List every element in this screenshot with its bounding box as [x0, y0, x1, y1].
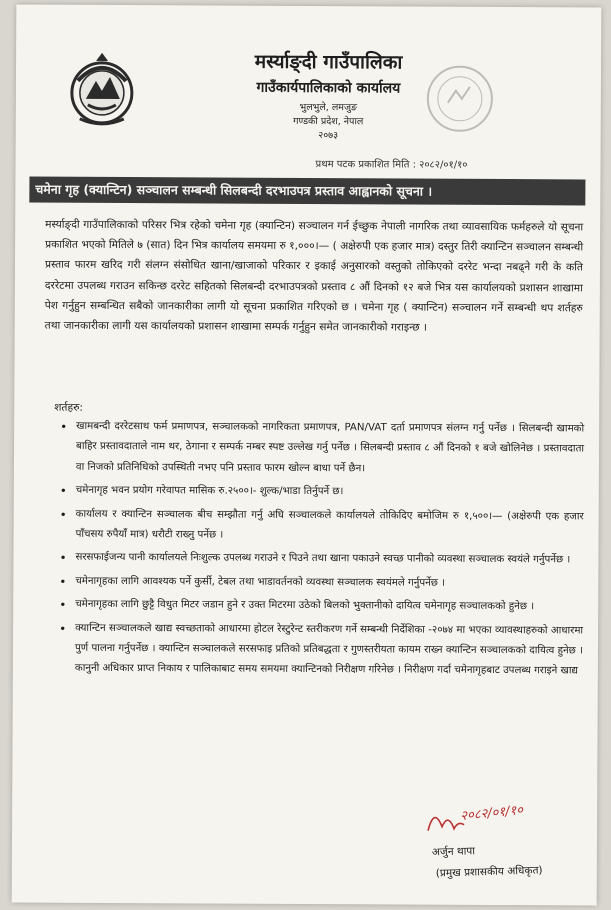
condition-item: • क्यान्टिन सञ्चालकले खाद्य स्वच्छताको आधारमा होटल रेस्टुरेन्ट स्तरीकरण गर्ने सम्बन्धी निर्देशिका -२०७४ मा भएका व्यावस्थाहरुको आधारमा पुर्ण पालना गर्नुपर्नेछ । क्यान्टिन सञ्चालकले सरसफाइ प्रतिको प्रतिबद्धता र गुणस्तरीयता कायम राख्न क्यान्टिन सञ्चालकको दायित्व हुनेछ । कानुनी अधिकार प्राप्त निकाय र पालिकाबाट समय समयमा क्यान्टिनको निरीक्षण गरिनेछ । निरीक्षण गर्दा चमेनागृहबाट उपलब्ध गराइने खाद्य: [75, 618, 583, 682]
office-name: गाउँकार्यपालिकाको कार्यालय: [256, 79, 401, 97]
municipality-name: मर्स्याङ्दी गाउँपालिका: [254, 50, 403, 74]
office-location: भुलभुले, लमजुङ: [299, 101, 358, 114]
condition-item: • चमेनागृहका लागि आवश्यक पर्ने कुर्सी, टेबल तथा भाडावर्तनको व्यवस्था सञ्चालक स्वयंमले गर्नुपर्नेछ ।: [75, 572, 583, 595]
condition-item: • चमेनागृह भवन प्रयोग गरेवापत मासिक रु.२५००।- शुल्क/भाडा तिर्नुपर्ने छ।: [76, 481, 584, 504]
condition-item: • चमेनागृहका लागि छुट्टै विधुत मिटर जडान हुने र उक्त मिटरमा उठेको बिलको भुक्तानीको दायित्व चमेनागृह सञ्चालकको हुनेछ ।: [75, 595, 583, 618]
notice-document: [12, 4, 602, 905]
signature-date: २०८२/०१/१०: [459, 802, 524, 825]
signatory-name: अर्जुन थापा: [431, 845, 476, 859]
condition-item: • सरसफाईजन्य पानी कार्यालयले निःशुल्क उपलब्ध गराउने र पिउने तथा खाना पकाउने स्वच्छ पानीको व्यवस्था सञ्चालक स्वयंले गर्नुपर्नेछ ।: [75, 548, 583, 571]
conditions-list: [75, 417, 584, 686]
conditions-heading: शर्तहरु:: [54, 401, 84, 414]
signatory-title: (प्रमुख प्रशासकीय अधिकृत): [435, 864, 543, 880]
published-date: प्रथम पटक प्रकाशित मिति : २०८२/०१/१०: [315, 159, 468, 171]
establishment-year: २०७३: [318, 130, 339, 142]
office-province: गण्डकी प्रदेश, नेपाल: [293, 115, 364, 128]
condition-item: • कार्यालय र क्यान्टिन सञ्चालक बीच सम्झौता गर्नु अघि सञ्चालकले कार्यालयले तोकिदिए बमोजिम रु १,५००।— (अक्षेरुपी एक हजार पाँचसय रुपैयाँ मात्र) धरौटी राख्नु पर्नेछ ।: [76, 504, 584, 547]
notice-title: चमेना गृह (क्यान्टिन) सञ्चालन सम्बन्धी सिलबन्दी दरभाउपत्र प्रस्ताव आह्वानको सूचना ।: [29, 177, 585, 206]
intro-paragraph: मर्स्याङ्दी गाउँपालिकाको परिसर भित्र रहेको चमेना गृह (क्यान्टिन) सञ्चालन गर्न ईच्छुक नेपाली नागरिक तथा व्यावसायिक फर्महरुले यो सूचना प्रकाशित भएको मितिले ७ (सात) दिन भित्र कार्यालय समयमा रु १,०००।— ( अक्षेरुपी एक हजार मात्र) दस्तुर तिरी क्यान्टिन सञ्चालन सम्बन्धी प्रस्ताव फारम खरिद गरी संलग्न संसोधित खाना/खाजाको परिकार र इकाई अनुसारको वस्तुको तोकिएको दररेट भन्दा नबढ्ने गरी के कति दररेटमा उपलब्ध गराउन सकिन्छ दररेट सहितको सिलबन्दी दरभाउपत्रको प्रस्ताव ८ औं दिनको १२ बजे भित्र यस कार्यालयको प्रशासन शाखामा पेश गर्नुहुन सम्बन्धित सबैको जानकारीका लागी यो सूचना प्रकाशित गरिएको छ । चमेना गृह ( क्यान्टिन) सञ्चालन गर्ने सम्बन्धी थप शर्तहरु तथा जानकारीका लागी यस कार्यालयको प्रशासन शाखामा सम्पर्क गर्नुहुन समेत जानकारीको गराइन्छ ।: [44, 218, 584, 334]
condition-item: • खामबन्दी दररेटसाथ फर्म प्रमाणपत्र, सञ्चालकको नागरिकता प्रमाणपत्र, PAN/VAT दर्ता प्रमाणपत्र संलग्न गर्नु पर्नेछ । सिलबन्दी खामको बाहिर प्रस्तावदाताले नाम थर, ठेगाना र सम्पर्क नम्बर स्पष्ट उल्लेख गर्नु पर्नेछ । सिलबन्दी प्रस्ताव ८ औं दिनको १ बजे खोलिनेछ । प्रस्तावदाता वा निजको प्रतिनिधिको उपस्थिती नभए पनि प्रस्ताव फारम खोल्न बाधा पर्ने छैन।: [76, 417, 584, 481]
